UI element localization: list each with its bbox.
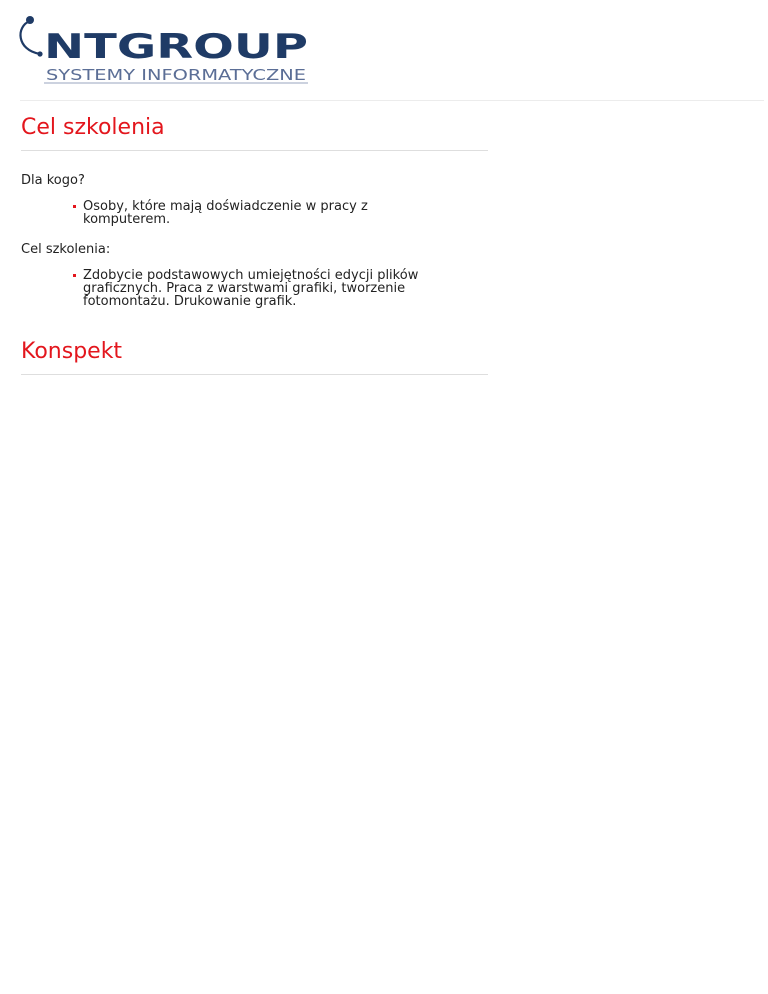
main-content <box>21 114 488 375</box>
goal-list <box>21 269 488 308</box>
bullet-icon <box>73 274 76 277</box>
section-title-outline: Konspekt <box>21 338 488 375</box>
section-title-goal: Cel szkolenia <box>21 114 488 151</box>
list-item <box>83 269 443 308</box>
logo-orbit-dot-top <box>26 16 34 24</box>
goal-label: Cel szkolenia: <box>21 242 111 257</box>
logo-tagline: SYSTEMY INFORMATYCZNE <box>46 66 306 84</box>
ntgroup-logo-graphic <box>16 12 316 86</box>
company-logo <box>16 12 316 86</box>
list-item-text: Zdobycie podstawowych umiejętności edycji plików graficznych. Praca z warstwami grafiki, tworzenie fotomontażu. Drukowanie grafik. <box>83 268 419 309</box>
logo-orbit-arc <box>21 21 40 54</box>
logo-wordmark: NTGROUP <box>44 27 308 67</box>
list-item <box>83 200 443 226</box>
bullet-icon <box>73 205 76 208</box>
audience-label: Dla kogo? <box>21 173 85 188</box>
list-item-text: Osoby, które mają doświadczenie w pracy z komputerem. <box>83 199 368 227</box>
header-divider <box>20 100 764 101</box>
audience-list <box>21 200 488 226</box>
logo-orbit-dot-bottom <box>37 51 42 56</box>
